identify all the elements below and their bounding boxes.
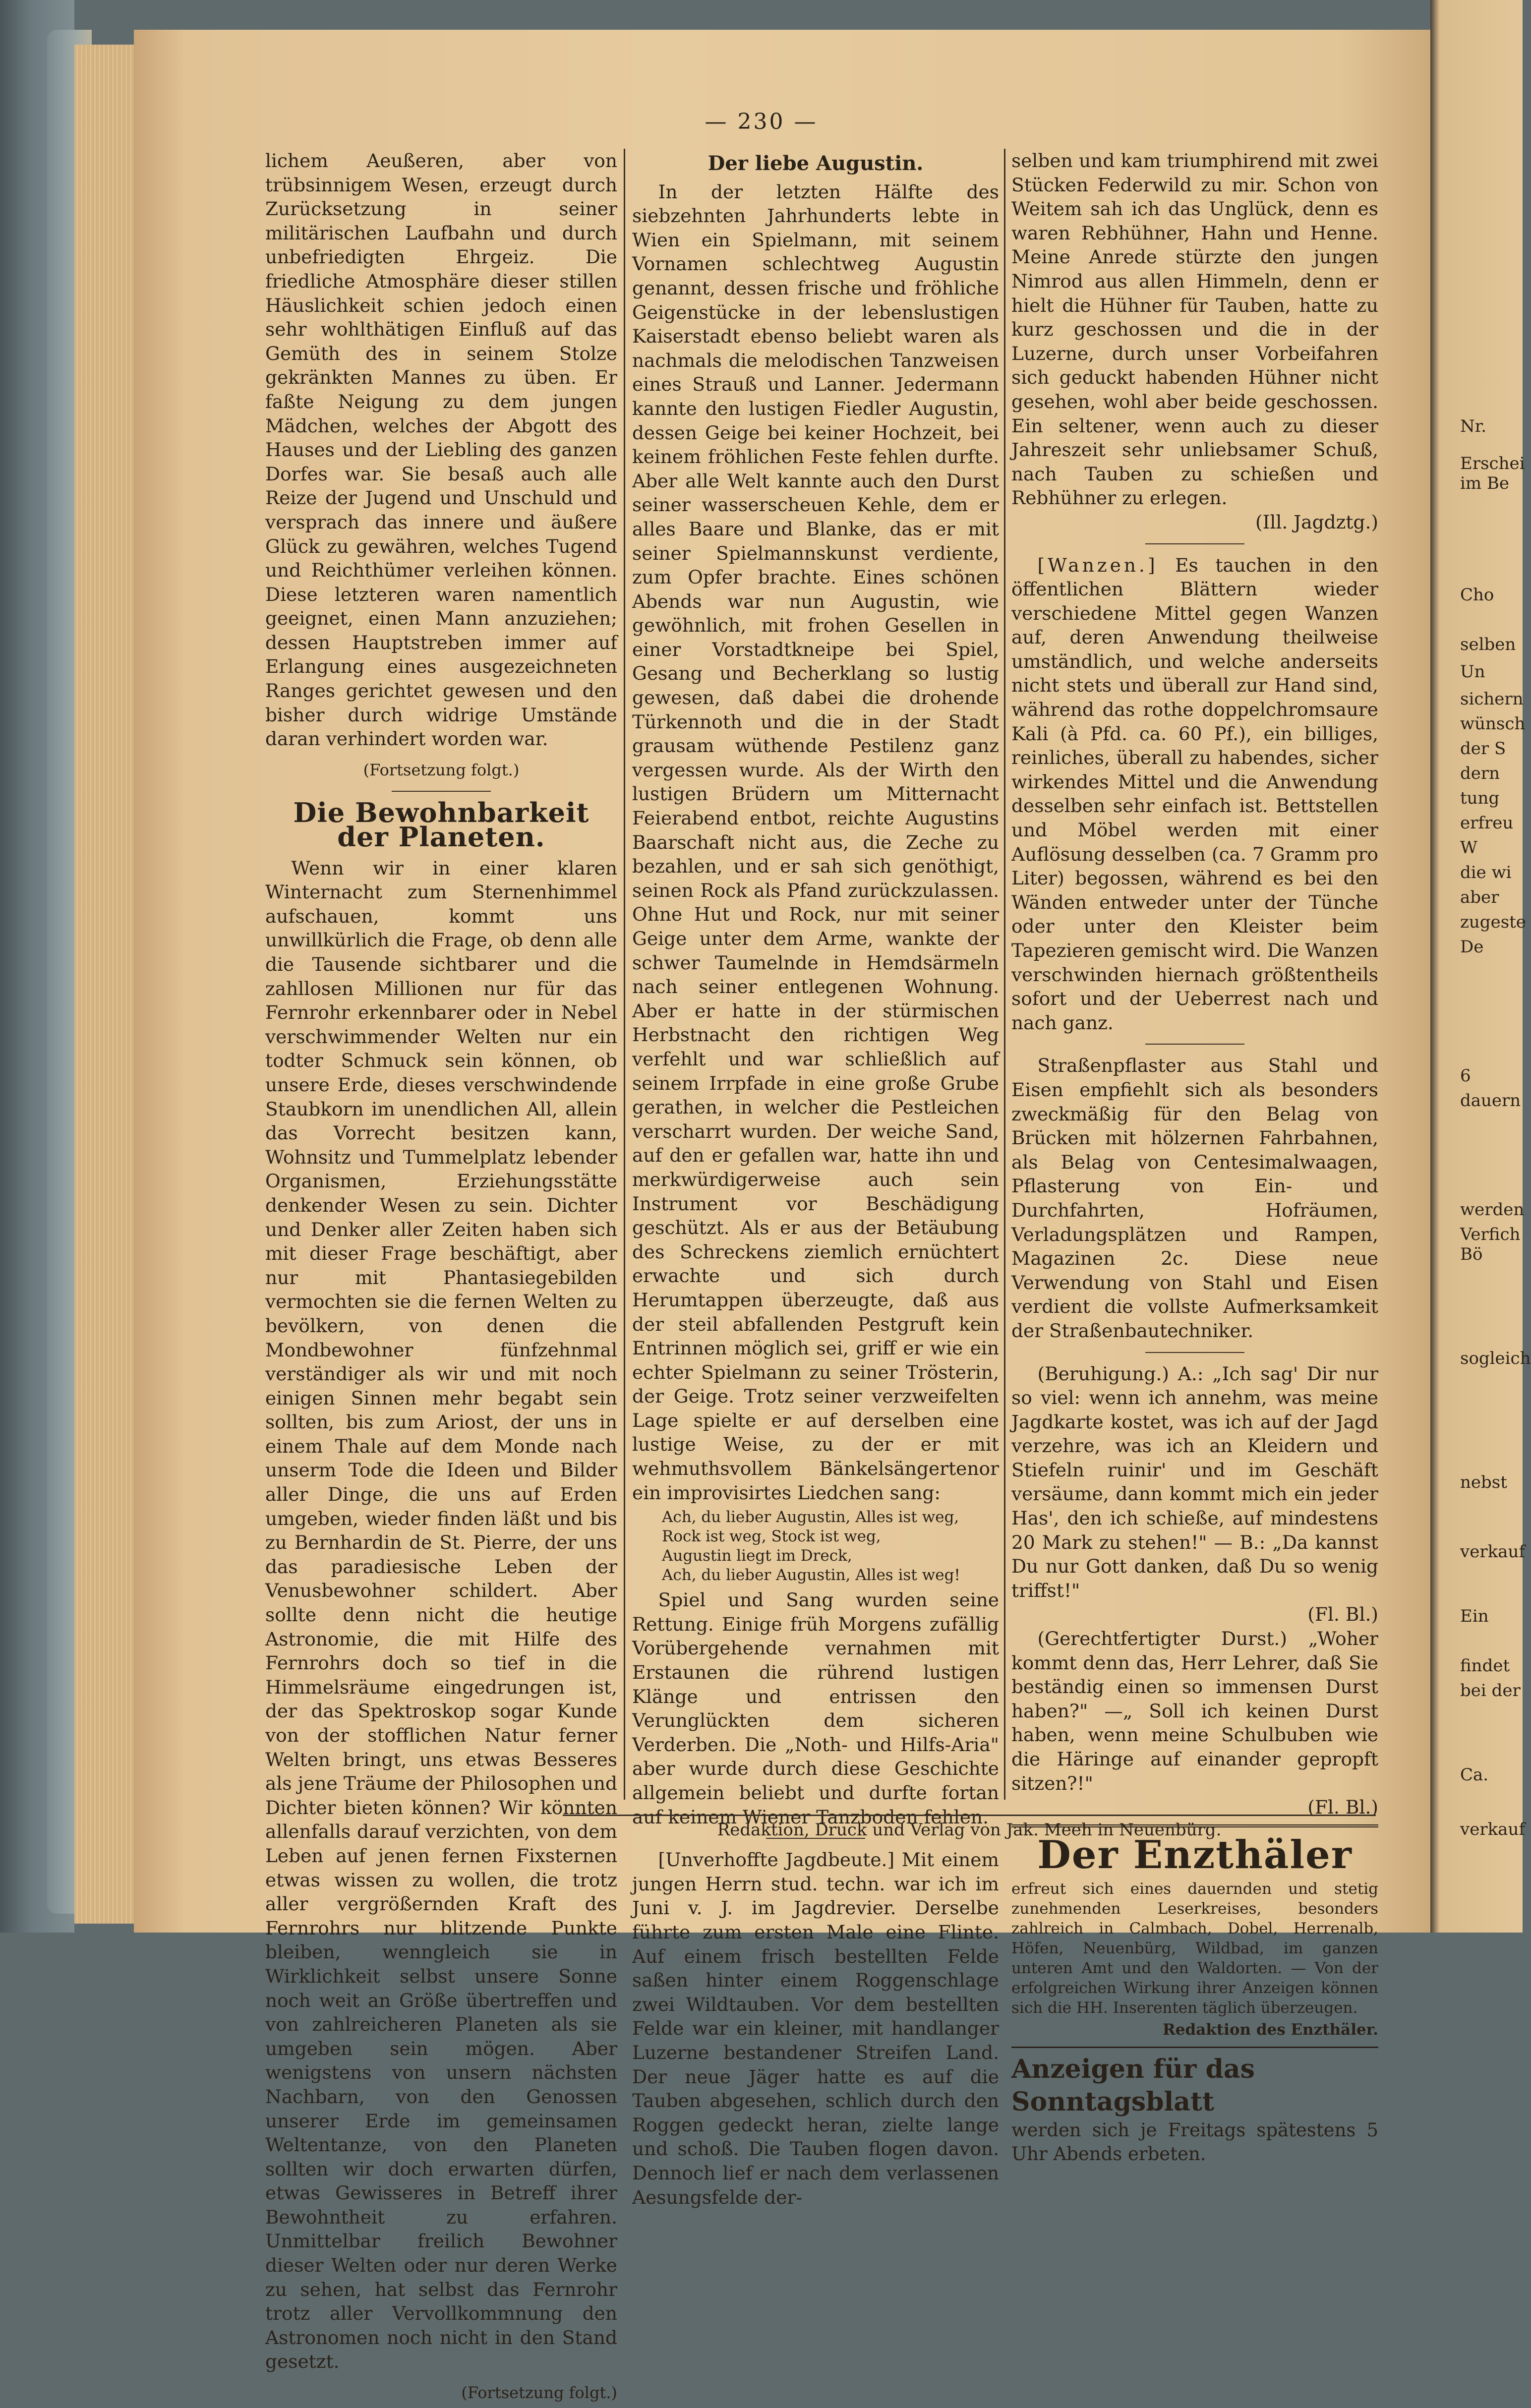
separator	[1145, 543, 1244, 544]
imprint: Redaktion, Druck und Verlag von Jak. Meeh in Neuenbürg.	[563, 1815, 1376, 1840]
adjacent-page-fragment: verkauf	[1460, 1820, 1525, 1839]
adjacent-page-fragment: De	[1460, 937, 1484, 957]
adjacent-page-fragment: findet	[1460, 1656, 1510, 1676]
continued-note: (Fortsetzung folgt.)	[363, 760, 520, 779]
separator	[1145, 1044, 1244, 1045]
verse-line: Ach, du lieber Augustin, Alles ist weg,	[662, 1508, 959, 1527]
article-body: Spiel und Sang wurden seine Rettung. Einige früh Morgens zufällig Vorübergehende vernahmen mit Erstaunen die rührend lustigen Klänge und entrissen den Verunglückten dem sicheren Verderben. Die „Noth- und Hilfs-Aria" aber wurde durch diese Geschichte allgemein beliebt und durfte fortan auf keinem Wiener Tanzboden fehlen.	[632, 1589, 999, 1828]
adjacent-page-fragment: Cho	[1460, 585, 1494, 605]
separator	[1145, 1352, 1244, 1353]
adjacent-page-fragment: die wi	[1460, 863, 1512, 882]
article-body: [Unverhoffte Jagdbeute.] Mit einem jungen Herrn stud. techn. war ich im Juni v. J. im Jagdrevier. Derselbe führte zum ersten Male eine Flinte. Auf einem frisch bestellten Felde saßen hinter einem Roggenschlage zwei Wildtauben. Vor dem bestellten Felde war ein kleiner, mit handlanger Luzerne bestandener Streifen Land. Der neue Jäger hatte es auf die Tauben abgesehen, schlich durch den Roggen gedeckt heran, zielte lange und schoß. Die Tauben flogen davon. Dennoch lief er nach dem verlassenen Aesungsfelde der-	[632, 1849, 999, 2208]
adjacent-page-fragment: Nr.	[1460, 416, 1487, 436]
verse-line: Ach, du lieber Augustin, Alles ist weg!	[662, 1566, 960, 1585]
adjacent-page-fragment: werden	[1460, 1200, 1525, 1220]
adjacent-page-fragment: dern	[1460, 764, 1500, 783]
adjacent-page-fragment: dauern	[1460, 1091, 1521, 1111]
article-title: Der liebe Augustin.	[707, 152, 924, 175]
adjacent-page-fragment: Un	[1460, 662, 1485, 682]
column-1	[265, 149, 617, 2408]
column-rule-1	[624, 149, 625, 1800]
column-rule-2	[1004, 149, 1005, 1800]
adjacent-page-fragment: Ein	[1460, 1606, 1489, 1626]
article-title: Die Bewohnbarkeit der Planeten.	[293, 797, 589, 853]
article-body: Straßenpflaster aus Stahl und Eisen empfiehlt sich als besonders zweckmäßig für den Belag von Brücken mit hölzernen Fahrbahnen, als Belag von Centesimalwaagen, Pflasterung von Ein- und Durchfahrten, Hofräumen, Verladungsplätzen und Rampen, Magazinen 2c. Diese neue Verwendung von Stahl und Eisen verdient die vollste Aufmerksamkeit der Straßenbautechniker.	[1011, 1055, 1378, 1342]
article-body: (Beruhigung.) A.: „Ich sag' Dir nur so viel: wenn ich annehm, was meine Jagdkarte kostet, was ich auf der Jagd verzehre, was ich an Kleidern und Stiefeln ruinir' und im Geschäft versäume, dann kommt mich ein jeder Has', den ich schieße, auf mindestens 20 Mark zu stehen!" — B.: „Da kannst Du nur Gott danken, daß Du so wenig triffst!"	[1011, 1362, 1378, 1601]
ad-body: erfreut sich eines dauernden und stetig zunehmenden Leserkreises, besonders zahlreich in Calmbach, Dobel, Herrenalb, Höfen, Neuenbürg, Wildbad, im ganzen unteren Amt und den Waldorten. — Von der erfolgreichen Wirkung ihrer Anzeigen können sich die HH. Inserenten täglich überzeugen.	[1011, 1879, 1378, 2017]
verse-line: Rock ist weg, Stock ist weg,	[662, 1527, 881, 1546]
adjacent-page-fragment: zugeste	[1460, 912, 1526, 932]
adjacent-page-fragment: nebst	[1460, 1472, 1507, 1492]
adjacent-page-fragment: Bö	[1460, 1244, 1483, 1264]
article-text: Es tauchen in den öffentlichen Blättern wieder verschiedene Mittel gegen Wanzen auf, deren Anwendung theilweise umständlich, und welche anderseits nicht stets und überall zur Hand sind, während das rothe doppelchromsaure Kali (à Pfd. ca. 60 Pf.), ein billiges, reinliches, überall zu habendes, sicher wirkendes Mittel und die Anwendung desselben sehr einfach ist. Bettstellen und Möbel werden mit einer Auflösung desselben (ca. 7 Gramm pro Liter) begossen, während es bei den Wänden entweder unter der Tünche oder unter den Kleister beim Tapezieren gemischt wird. Die Wanzen verschwinden hiernach größtentheils sofort und der Ueberrest nach und nach ganz.	[1011, 554, 1379, 1034]
adjacent-page-fragment: bei der	[1460, 1681, 1521, 1701]
adjacent-page-fragment: verkauf	[1460, 1542, 1525, 1562]
article-body: selben und kam triumphirend mit zwei Stücken Federwild zu mir. Schon von Weitem sah ich das Unglück, denn es waren Rebhühner, Hahn und Henne. Meine Anrede stürzte den jungen Nimrod aus allen Himmeln, denn er hielt die Hühner für Tauben, hatte zu kurz geschossen und die in der Luzerne, durch unser Vorbeifahren sich geduckt habenden Hühner nicht gesehen, wohl aber beide geschossen. Ein seltener, wenn auch zu dieser Jahreszeit sehr unliebsamer Schuß, nach Tauben zu schießen und Rebhühner zu erlegen.	[1011, 150, 1378, 509]
adjacent-page-fragment: tung	[1460, 788, 1500, 808]
article-body: (Gerechtfertigter Durst.) „Woher kommt denn das, Herr Lehrer, daß Sie beständig einen so immensen Durst haben?" —„ Soll ich keinen Durst haben, wenn meine Schulbuben wie die Häringe auf einander gepropft sitzen?!"	[1011, 1628, 1378, 1794]
adjacent-page-fragment: wünsch	[1460, 714, 1526, 734]
continued-note: (Fortsetzung folgt.)	[461, 2383, 617, 2403]
notice-title: Anzeigen für das Sonntagsblatt	[1011, 2054, 1255, 2117]
article-body: Wenn wir in einer klaren Winternacht zum Sternenhimmel aufschauen, kommt uns unwillkürlich die Frage, ob denn alle die Tausende sichtbarer und die zahllosen Millionen nur für das Fernrohr erkennbarer oder in Nebel verschwimmender Welten nur ein todter Schmuck sein können, ob unsere Erde, dieses verschwindende Staubkorn im unendlichen All, allein das Vorrecht besitzen kann, Wohnsitz und Tummelplatz lebender Organismen, Erziehungsstätte denkender Wesen zu sein. Dichter und Denker aller Zeiten haben sich mit dieser Frage beschäftigt, aber nur mit Phantasiegebilden vermochten sie die fernen Welten zu bevölkern, von denen die Mondbewohner fünfzehnmal verständiger als wir und mit noch einigen Sinnen mehr begabt sein sollten, bis zum Ariost, der uns in einem Thale auf dem Monde nach unserm Tode die Ideen und Bilder aller Dinge, die uns auf Erden umgeben, wieder finden läßt und bis zu Bernhardin de St. Pierre, der uns das paradiesische Leben der Venusbewohner schildert. Aber sollte denn nicht die heutige Astronomie, die mit Hilfe des Fernrohrs doch so tief in die Himmelsräume eingedrungen ist, der das Spektroskop sogar Kunde von der stofflichen Natur ferner Welten bringt, uns etwas Besseres als jene Träume der Philosophen und Dichter bieten können? Wir könnten allenfalls darauf verzichten, von dem Leben auf jenen fernen Fixsternen etwas wissen zu wollen, die trotz aller vergrößernden Kraft des Fernrohrs nur blitzende Punkte bleiben, wenngleich sie in Wirklichkeit selbst unsere Sonne noch weit an Größe übertreffen und von zahlreicheren Planeten als sie umgeben sein mögen. Aber wenigstens von unsern nächsten Nachbarn, von den Genossen unserer Erde im gemeinsamen Weltentanze, von den Planeten sollten wir doch erwarten dürfen, etwas Gewisseres in Betreff ihrer Bewohntheit zu erfahren. Unmittelbar freilich Bewohner dieser Welten oder nur deren Werke zu sehen, hat selbst das Fernrohr trotz aller Vervollkommnung den Astronomen noch nicht in den Stand gesetzt.	[265, 857, 617, 2373]
adjacent-page-fragment: selben	[1460, 635, 1516, 654]
article-label: [Wanzen.]	[1037, 554, 1158, 576]
separator	[392, 791, 491, 792]
article-body	[1011, 553, 1378, 1035]
adjacent-page-fragment: aber	[1460, 887, 1499, 907]
story-continuation: lichem Aeußeren, aber von trübsinnigem Wesen, erzeugt durch Zurücksetzung in seiner militärischen Laufbahn und durch unbefriedigten Ehrgeiz. Die friedliche Atmosphäre dieser stillen Häuslichkeit schien jedoch einen sehr wohlthätigen Einfluß auf das Gemüth des in seinem Stolze gekränkten Mannes zu üben. Er faßte Neigung zu dem jungen Mädchen, welches der Abgott des Hauses und der Liebling des ganzen Dorfes war. Sie besaß auch alle Reize der Jugend und Unschuld und versprach das innere und äußere Glück zu gewähren, welches Tugend und Reichthümer verleihen können. Diese letzteren waren namentlich geeignet, einen Mann anzuziehen; dessen Hauptstreben immer auf Erlangung eines ausgezeichneten Ranges gerichtet gewesen und den bisher durch widrige Umstände daran verhindert worden war.	[265, 150, 617, 750]
source-note: (Fl. Bl.)	[1307, 1603, 1378, 1626]
adjacent-page-fragment: Erschei	[1460, 454, 1525, 473]
adjacent-page-fragment: W	[1460, 838, 1477, 858]
article-body: In der letzten Hälfte des siebzehnten Jahrhunderts lebte in Wien ein Spielmann, mit seinem Vornamen schlechtweg Augustin genannt, dessen frische und fröhliche Geigenstücke in der lebenslustigen Kaiserstadt ebenso beliebt waren als nachmals die melodischen Tanzweisen eines Strauß und Lanner. Jedermann kannte den lustigen Fiedler Augustin, dessen Geige bei keiner Hochzeit, bei keinem fröhlichen Feste fehlen durfte. Aber alle Welt kannte auch den Durst seiner wasserscheuen Kehle, dem er alles Baare und Blanke, das er mit seiner Spielmannskunst verdiente, zum Opfer brachte. Eines schönen Abends war nun Augustin, wie gewöhnlich, mit frohen Gesellen in einer Vorstadtkneipe bei Spiel, Gesang und Becherklang so lustig gewesen, daß dabei die drohende Türkennoth und die in der Stadt grausam wüthende Pestilenz ganz vergessen wurde. Als der Wirth den lustigen Brüdern um Mitternacht Feierabend entbot, reichte Augustins Baarschaft nicht aus, die Zeche zu bezahlen, und er sah sich genöthigt, seinen Rock als Pfand zurückzulassen. Ohne Hut und Rock, nur mit seiner Geige unter dem Arme, wankte der schwer Taumelnde in Hemdsärmeln nach seiner entlegenen Wohnung. Aber er hatte in der stürmischen Herbstnacht den richtigen Weg verfehlt und war schließlich auf seinem Irrpfade in eine große Grube gerathen, in welcher die Pestleichen verscharrt wurden. Der weiche Sand, auf den er gefallen war, hatte ihn und merkwürdigerweise auch sein Instrument vor Beschädigung geschützt. Als er aus der Betäubung des Schreckens ziemlich ernüchtert erwachte und sich durch Herumtappen überzeugte, daß aus der steil abfallenden Pestgruft kein Entrinnen möglich sei, griff er wie ein echter Spielmann zu seiner Trösterin, der Geige. Trotz seiner verzweifelten Lage spielte er auf derselben eine lustige Weise, zu der er mit wehmuthsvollem Bänkelsängertenor ein improvisirtes Liedchen sang:	[632, 180, 999, 1504]
adjacent-page-fragment: 6	[1460, 1066, 1471, 1086]
adjacent-page-fragment: Verfich	[1460, 1225, 1521, 1244]
adjacent-page-fragment: erfreu	[1460, 813, 1514, 833]
notice-body: werden sich je Freitags spätestens 5 Uhr Abends erbeten.	[1011, 2119, 1378, 2165]
source-note: (Fl. Bl.)	[1307, 1796, 1378, 1819]
adjacent-page-fragment: Ca.	[1460, 1765, 1489, 1785]
advertisement-box	[1011, 1824, 1378, 2049]
adjacent-page	[1430, 0, 1531, 1933]
adjacent-page-fragment: sichern	[1460, 689, 1524, 709]
source-note: (Ill. Jagdztg.)	[1255, 511, 1378, 533]
column-2	[632, 149, 999, 2209]
column-3	[1011, 149, 1378, 2166]
adjacent-page-fragment: der S	[1460, 739, 1506, 759]
ad-title: Der Enzthäler	[1037, 1832, 1353, 1878]
song-verse	[662, 1508, 999, 1585]
adjacent-page-fragment: sogleich	[1460, 1349, 1531, 1368]
ad-signature: Redaktion des Enzthäler.	[1163, 2020, 1378, 2039]
verse-line: Augustin liegt im Dreck,	[662, 1547, 852, 1565]
adjacent-page-fragment: im Be	[1460, 473, 1510, 493]
page-number: — 230 —	[705, 109, 818, 134]
